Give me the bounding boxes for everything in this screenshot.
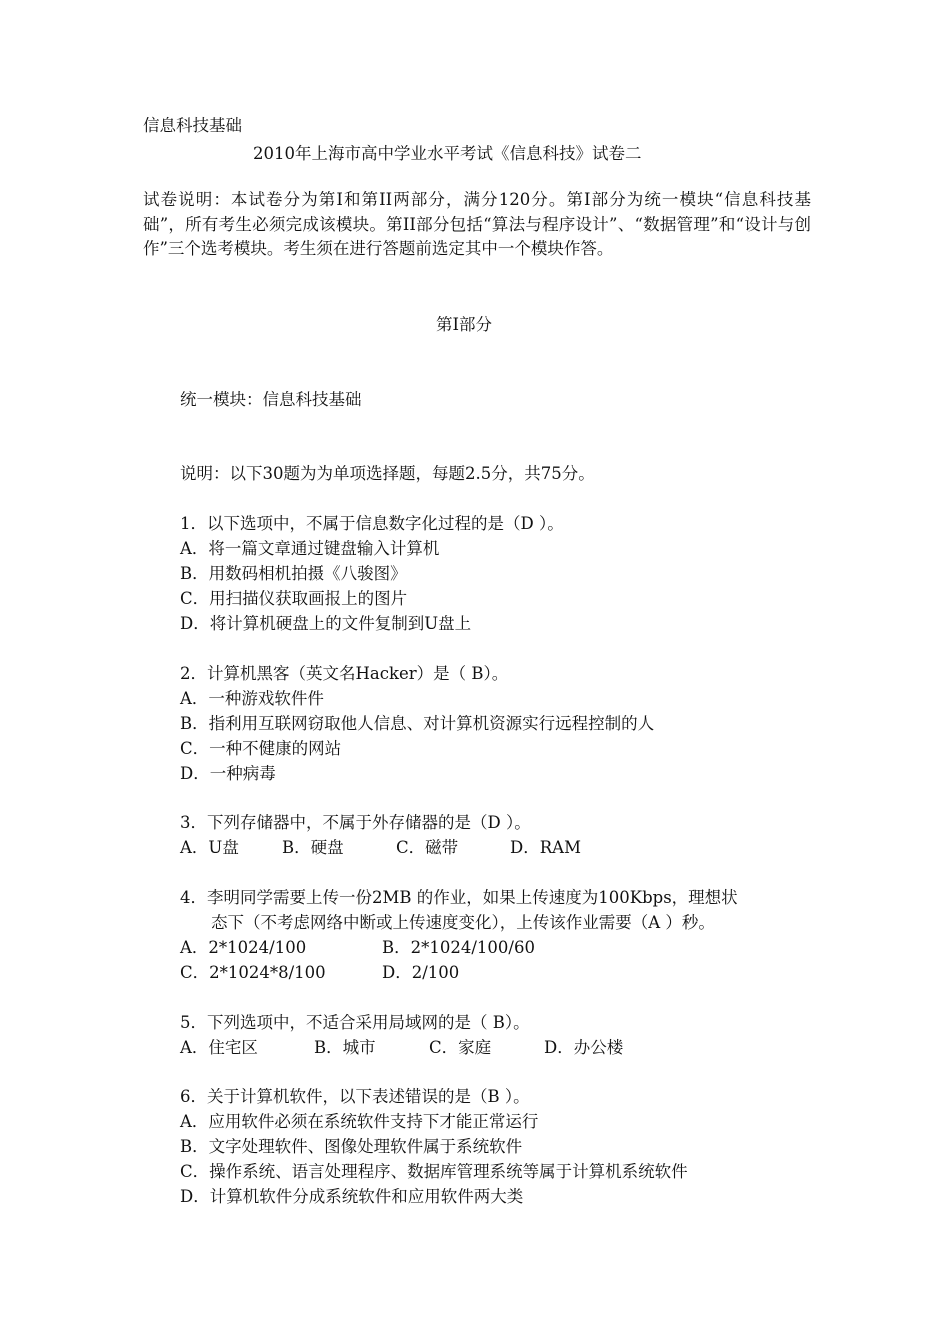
option-d: D．一种病毒 — [180, 764, 276, 783]
question-stem: 5．下列选项中，不适合采用局域网的是（ B）。 — [180, 1013, 530, 1032]
option-a: A．一种游戏软件件 — [180, 689, 324, 708]
question-stem: 3．下列存储器中，不属于外存储器的是（D ）。 — [180, 813, 531, 832]
option-b: B．用数码相机拍摄《八骏图》 — [180, 564, 407, 583]
option-a: A．住宅区 — [180, 1038, 258, 1057]
exam-instructions: 试卷说明：本试卷分为第I和第II两部分，满分120分。第I部分为统一模块“信息科技基础”，所有考生必须完成该模块。第II部分包括“算法与程序设计”、“数据管理”和“设计与创作”三个选考模块。考生须在进行答题前选定其中一个模块作答。 — [143, 190, 811, 258]
option-d: D．计算机软件分成系统软件和应用软件两大类 — [180, 1187, 524, 1206]
section-note: 说明：以下30题为为单项选择题，每题2.5分，共75分。 — [180, 464, 595, 483]
option-a: A．U盘 — [180, 838, 239, 857]
exam-title: 2010年上海市高中学业水平考试《信息科技》试卷二 — [253, 144, 642, 163]
option-b: B．指利用互联网窃取他人信息、对计算机资源实行远程控制的人 — [180, 714, 655, 733]
option-c: C．2*1024*8/100 — [180, 963, 326, 982]
option-d: D．RAM — [510, 838, 581, 857]
option-c: C．家庭 — [429, 1038, 492, 1057]
part-title: 第I部分 — [436, 315, 493, 334]
module-title: 统一模块：信息科技基础 — [180, 390, 362, 409]
option-c: C．磁带 — [396, 838, 459, 857]
option-c: C．操作系统、语言处理程序、数据库管理系统等属于计算机系统软件 — [180, 1162, 688, 1181]
option-a: A．2*1024/100 — [180, 938, 307, 957]
option-b: B．硬盘 — [282, 838, 344, 857]
option-c: C．用扫描仪获取画报上的图片 — [180, 589, 408, 608]
option-b: B．文字处理软件、图像处理软件属于系统软件 — [180, 1137, 523, 1156]
subject-heading: 信息科技基础 — [143, 116, 242, 135]
option-a: A．将一篇文章通过键盘输入计算机 — [180, 539, 440, 558]
option-d: D．2/100 — [382, 963, 460, 982]
option-b: B．城市 — [314, 1038, 376, 1057]
question-stem: 6．关于计算机软件，以下表述错误的是（B ）。 — [180, 1087, 530, 1106]
question-stem: 1．以下选项中，不属于信息数字化过程的是（D ）。 — [180, 514, 564, 533]
question-stem: 4．李明同学需要上传一份2MB 的作业，如果上传速度为100Kbps，理想状 — [180, 888, 738, 907]
question-stem: 2．计算机黑客（英文名Hacker）是（ B）。 — [180, 664, 509, 683]
option-d: D．办公楼 — [544, 1038, 624, 1057]
option-c: C．一种不健康的网站 — [180, 739, 342, 758]
option-b: B．2*1024/100/60 — [382, 938, 535, 957]
question-stem-continued: 态下（不考虑网络中断或上传速度变化），上传该作业需要（A ）秒。 — [211, 913, 715, 932]
option-a: A．应用软件必须在系统软件支持下才能正常运行 — [180, 1112, 539, 1131]
option-d: D．将计算机硬盘上的文件复制到U盘上 — [180, 614, 472, 633]
